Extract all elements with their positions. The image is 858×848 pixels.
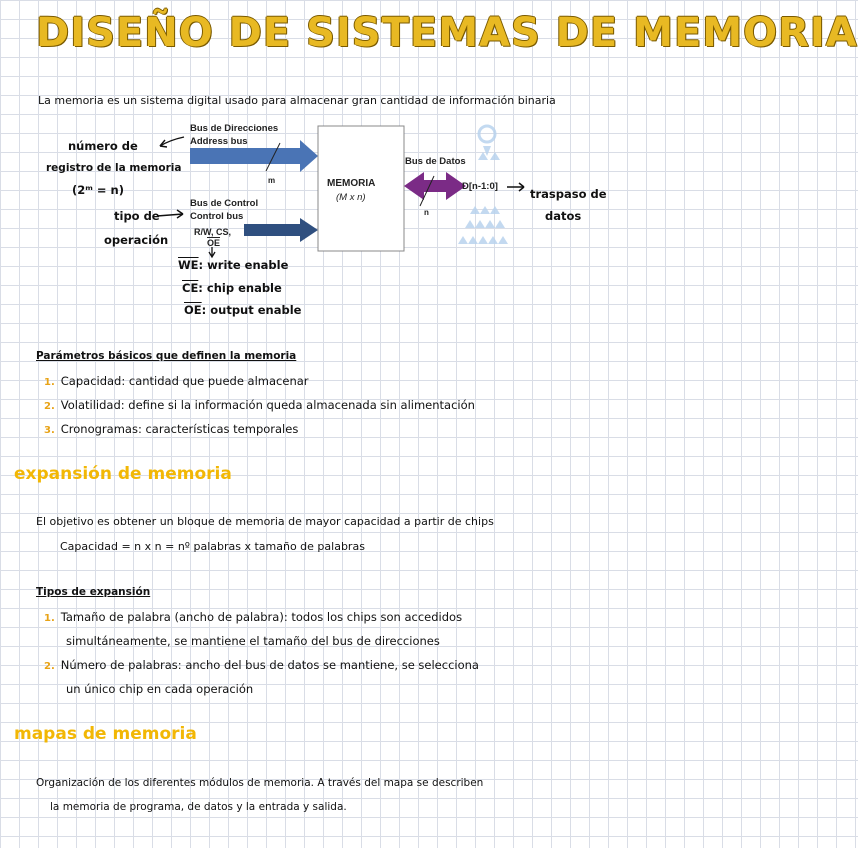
- enable-oe-desc: : output enable: [201, 303, 302, 317]
- type-1-line-2: simultáneamente, se mantiene el tamaño del bus de direcciones: [66, 634, 440, 648]
- params-item-1-num: 1.: [44, 377, 55, 388]
- maps-line-2: la memoria de programa, de datos y la entrada y salida.: [50, 801, 347, 813]
- enable-we: [178, 258, 288, 272]
- we-arrow: [209, 247, 215, 257]
- expansion-heading: expansión de memoria: [14, 464, 232, 484]
- maps-heading: mapas de memoria: [14, 724, 197, 744]
- params-item-3-num: 3.: [44, 425, 55, 436]
- enable-oe-sig: $\overline{OE}$: [184, 303, 202, 317]
- page-title: DISEÑO DE SISTEMAS DE MEMORIA: [36, 10, 858, 56]
- data-bus-arrow: [404, 172, 466, 200]
- note-numero-de: número de: [68, 139, 138, 153]
- params-item-2-num: 2.: [44, 401, 55, 412]
- memory-box-size: (M x n): [336, 192, 366, 203]
- note-arrow-control: [157, 214, 183, 216]
- control-bus-signal: R/W, CS,: [194, 227, 232, 237]
- enable-we-sig: $\overline{WE}$: [178, 258, 199, 272]
- type-2-line-1: [44, 658, 479, 672]
- note-traspaso: traspaso de: [530, 187, 607, 201]
- note-operacion: operación: [104, 233, 169, 247]
- control-bus-arrow: [244, 218, 318, 242]
- control-bus-signal-oe: $\overline{OE}$: [207, 238, 221, 248]
- expansion-capacity: Capacidad = n x n = nº palabras x tamaño de palabras: [60, 540, 365, 553]
- params-heading: Parámetros básicos que definen la memoria: [36, 350, 297, 362]
- params-item-2-text: Volatilidad: define si la información queda almacenada sin alimentación: [60, 398, 475, 412]
- data-bus-label: Bus de Datos: [405, 156, 466, 167]
- memory-box-title: MEMORIA: [327, 178, 376, 189]
- params-item-1: [44, 374, 309, 388]
- intro-text: La memoria es un sistema digital usado para almacenar gran cantidad de información binaria: [38, 94, 556, 107]
- type-1-num: 1.: [44, 613, 55, 624]
- type-1-line-1: [44, 610, 462, 624]
- type-1-text: Tamaño de palabra (ancho de palabra): todos los chips son accedidos: [60, 610, 463, 624]
- control-bus-label-en: Control bus: [190, 211, 244, 222]
- maps-line-1: Organización de los diferentes módulos de memoria. A través del mapa se describen: [36, 777, 484, 789]
- note-formula: (2ᵐ = n): [72, 183, 124, 197]
- note-registro: registro de la memoria: [46, 162, 182, 174]
- note-tipo-de: tipo de: [114, 209, 160, 223]
- enable-ce: [182, 281, 282, 295]
- address-bus-arrow: [190, 140, 318, 172]
- type-2-text: Número de palabras: ancho del bus de datos se mantiene, se selecciona: [60, 658, 479, 672]
- params-item-3: [44, 422, 298, 436]
- address-bus-label-en: Address bus: [190, 136, 248, 147]
- control-bus-label-es: Bus de Control: [190, 198, 259, 209]
- type-2-num: 2.: [44, 661, 55, 672]
- expansion-objective: El objetivo es obtener un bloque de memoria de mayor capacidad a partir de chips: [36, 515, 494, 528]
- params-item-3-text: Cronogramas: características temporales: [60, 422, 299, 436]
- params-item-1-text: Capacidad: cantidad que puede almacenar: [60, 374, 309, 388]
- type-2-line-2: un único chip en cada operación: [66, 682, 254, 696]
- params-item-2: [44, 398, 475, 412]
- note-datos: datos: [545, 209, 582, 223]
- enable-ce-desc: : chip enable: [198, 281, 282, 295]
- data-bus-signal: D[n-1:0]: [462, 181, 498, 192]
- address-bus-label-es: Bus de Direcciones: [190, 123, 279, 134]
- enable-ce-sig: $\overline{CE}$: [182, 281, 199, 295]
- enable-oe: [184, 303, 301, 317]
- data-bus-width: n: [424, 208, 429, 217]
- address-bus-width: m: [268, 176, 276, 185]
- enable-we-desc: : write enable: [198, 258, 289, 272]
- types-heading: Tipos de expansión: [36, 586, 151, 598]
